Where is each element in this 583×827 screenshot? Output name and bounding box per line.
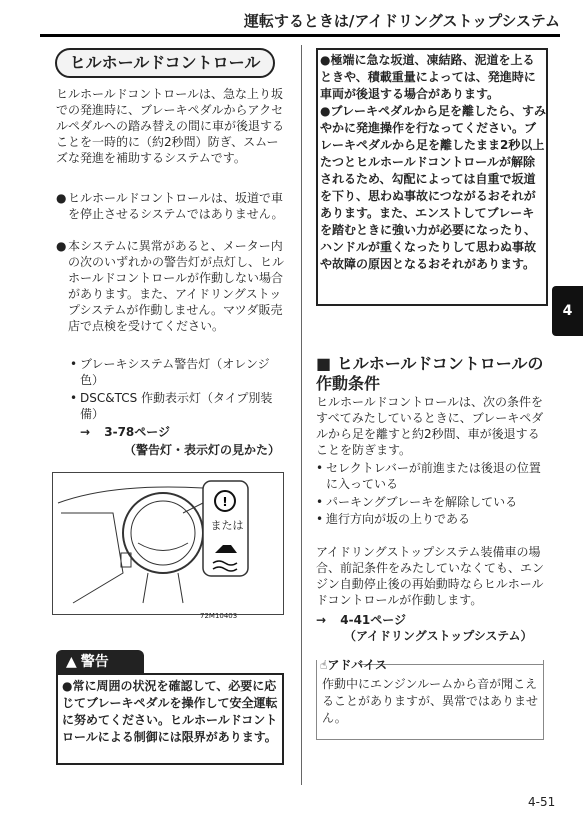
bullet-dot-icon: • — [70, 391, 78, 405]
advice-label: アドバイス — [327, 658, 387, 672]
conditions-heading: ■ ヒルホールドコントロールの作動条件 — [316, 354, 544, 393]
sub-bullet-text: DSC&TCS 作動表示灯（タイプ別装備） — [80, 391, 273, 421]
warning-item-text: 極端に急な坂道、凍結路、泥道を上るときや、積載重量によっては、発進時に車両が後退する場合があります。 — [320, 53, 536, 101]
sub-bullet-text: ブレーキシステム警告灯（オレンジ色） — [80, 357, 270, 387]
warning-item — [320, 52, 546, 103]
warning-text — [62, 678, 282, 746]
bullet-dot-icon: ● — [56, 239, 67, 253]
chapter-tab[interactable]: 4 — [552, 286, 583, 336]
cross-reference[interactable] — [80, 424, 170, 440]
bullet-dot-icon: ● — [320, 104, 331, 118]
bullet-dot-icon: ● — [56, 191, 67, 205]
warning-label-tab — [56, 650, 144, 674]
warning-label: 警告 — [80, 654, 109, 670]
ref-page: 3-78ページ — [104, 425, 171, 439]
advice-title — [320, 656, 387, 673]
ref-title: （アイドリングストップシステム） — [344, 629, 533, 643]
condition-text: パーキングブレーキを解除している — [326, 495, 518, 509]
condition-text: セレクトレバーが前進または後退の位置に入っている — [326, 461, 541, 491]
condition-item — [316, 494, 546, 510]
ref-page: 4-41ページ — [340, 613, 407, 627]
condition-item — [316, 460, 546, 492]
hand-icon: ☝ — [320, 658, 328, 672]
column-divider — [301, 45, 302, 785]
warning-body: 常に周囲の状況を確認して、必要に応じてブレーキペダルを操作して安全運転に努めてください。ヒルホールドコントロールによる制御には限界があります。 — [62, 679, 278, 744]
ref-title: （警告灯・表示灯の見かた） — [124, 443, 281, 457]
condition-item — [316, 511, 546, 527]
advice-text: 作動中にエンジンルームから音が聞こえることがありますが、異常ではありません。 — [322, 677, 539, 725]
bullet-dot-icon: • — [316, 461, 324, 475]
bullet-text: ヒルホールドコントロールは、坂道で車を停止させるシステムではありません。 — [68, 191, 284, 221]
or-label: または — [210, 519, 244, 532]
illustration-code: 72M10403 — [200, 612, 238, 620]
sub-bullet-item — [70, 356, 284, 388]
condition-text: 進行方向が坂の上りである — [326, 512, 471, 526]
header-rule — [40, 34, 560, 37]
intro-paragraph: ヒルホールドコントロールは、急な上り坂での発進時に、ブレーキペダルからアクセルペダルへの踏み替えの間に車が後退することを一時的に（約2秒間）防ぎ、スムーズな発進を補助するシステムです。 — [56, 87, 285, 165]
dashboard-drawing — [53, 473, 283, 614]
bullet-item — [56, 238, 284, 334]
dashboard-illustration — [52, 472, 284, 615]
section-title: ヒルホールドコントロール — [55, 48, 275, 78]
bullet-dot-icon: • — [316, 495, 324, 509]
svg-text:!: ! — [222, 495, 228, 509]
conditions-intro: ヒルホールドコントロールは、次の条件をすべてみたしているときに、ブレーキペダルから足を離すと約2秒間、車が後退することを防ぎます。 — [316, 395, 544, 457]
advice-rule — [360, 664, 544, 665]
arrow-icon: → — [316, 613, 327, 627]
idle-stop-note: アイドリングストップシステム装備車の場合、前記条件をみたしていなくても、エンジン自動停止後の再始動時ならヒルホールドコントロールが作動します。 — [316, 545, 545, 607]
sub-bullet-item — [70, 390, 284, 422]
cross-reference[interactable] — [316, 612, 406, 628]
arrow-icon: → — [80, 425, 91, 439]
bullet-dot-icon: ● — [320, 53, 331, 67]
warning-item — [320, 103, 546, 273]
page-number: 4-51 — [528, 795, 556, 809]
bullet-item — [56, 190, 284, 222]
warning-item-text: ブレーキペダルから足を離したら、すみやかに発進操作を行なってください。ブレーキペダルから足を離したまま2秒以上たつとヒルホールドコントロールが解除されるため、勾配によっては自重で坂道を下り、思わぬ事故につながるおそれがあります。また、エンストしてブレーキを踏むときに強い力が必要になったり、ハンドルが重くなったりして思わぬ事故や故障の原因となるおそれがあります。 — [320, 104, 547, 271]
page-header-title: 運転するときは/アイドリングストップシステム — [243, 12, 560, 30]
bullet-dot-icon: • — [316, 512, 324, 526]
warning-triangle-icon: ▲ — [66, 654, 77, 670]
warning-continued-text — [320, 52, 546, 273]
bullet-text: 本システムに異常があると、メーター内の次のいずれかの警告灯が点灯し、ヒルホールドコントロールが作動しない場合があります。また、アイドリングストップシステムが作動しません。マツダ販売店で点検を受けてください。 — [68, 239, 285, 333]
bullet-dot-icon: • — [70, 357, 78, 371]
bullet-dot-icon: ● — [62, 679, 73, 693]
